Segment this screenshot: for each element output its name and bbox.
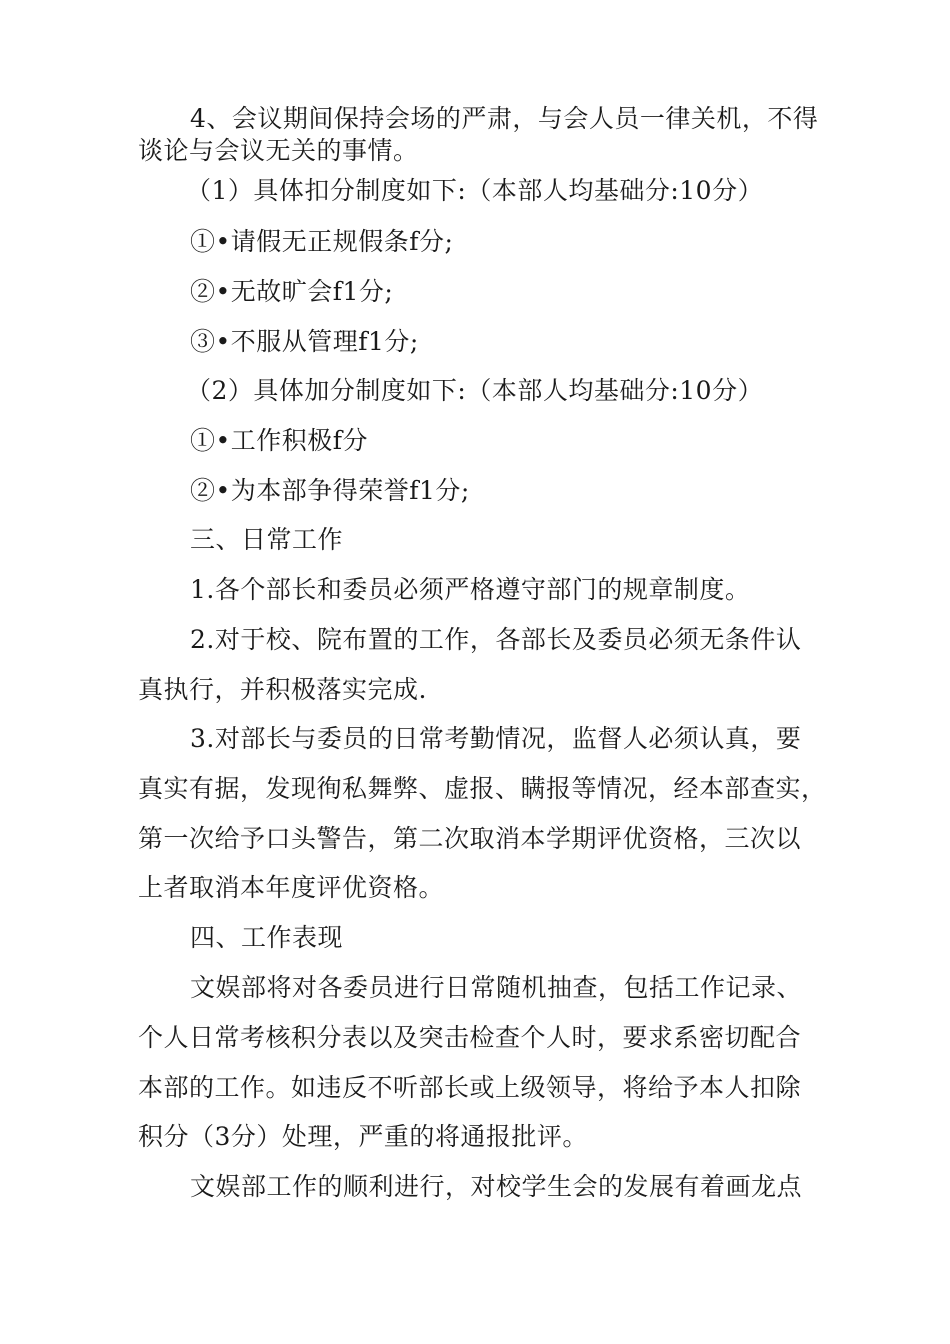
text-line: ③•不服从管理f1分; [190,327,419,356]
text-line: ①•工作积极f分 [190,426,368,455]
text-line: 文娱部工作的顺利进行，对校学生会的发展有着画龙点 [190,1172,803,1201]
section-heading: 四、工作表现 [190,923,344,952]
text-line: 第一次给予口头警告，第二次取消本学期评优资格，三次以 [138,824,802,853]
text-line: 谈论与会议无关的事情。 [138,136,419,165]
text-line: 个人日常考核积分表以及突击检查个人时，要求系密切配合 [138,1023,802,1052]
text-line: 3.对部长与委员的日常考勤情况，监督人必须认真，要 [190,724,802,753]
text-line: 真执行，并积极落实完成. [138,675,427,704]
text-line: （2）具体加分制度如下:（本部人均基础分:10分） [186,376,764,405]
text-line: 2.对于校、院布置的工作，各部长及委员必须无条件认 [190,625,802,654]
text-line: 4、会议期间保持会场的严肃，与会人员一律关机，不得 [190,104,819,133]
text-line: ①•请假无正规假条f分; [190,227,454,256]
text-line: 上者取消本年度评优资格。 [138,873,445,902]
text-line: 1.各个部长和委员必须严格遵守部门的规章制度。 [190,575,751,604]
text-line: 真实有据，发现徇私舞弊、虚报、瞒报等情况，经本部查实， [138,774,827,803]
text-line: （1）具体扣分制度如下:（本部人均基础分:10分） [186,176,764,205]
section-heading: 三、日常工作 [190,525,344,554]
text-line: ②•无故旷会f1分; [190,277,394,306]
text-line: ②•为本部争得荣誉f1分; [190,476,470,505]
text-line: 本部的工作。如违反不听部长或上级领导，将给予本人扣除 [138,1073,802,1102]
text-line: 文娱部将对各委员进行日常随机抽查，包括工作记录、 [190,973,803,1002]
text-line: 积分（3分）处理，严重的将通报批评。 [138,1122,588,1151]
